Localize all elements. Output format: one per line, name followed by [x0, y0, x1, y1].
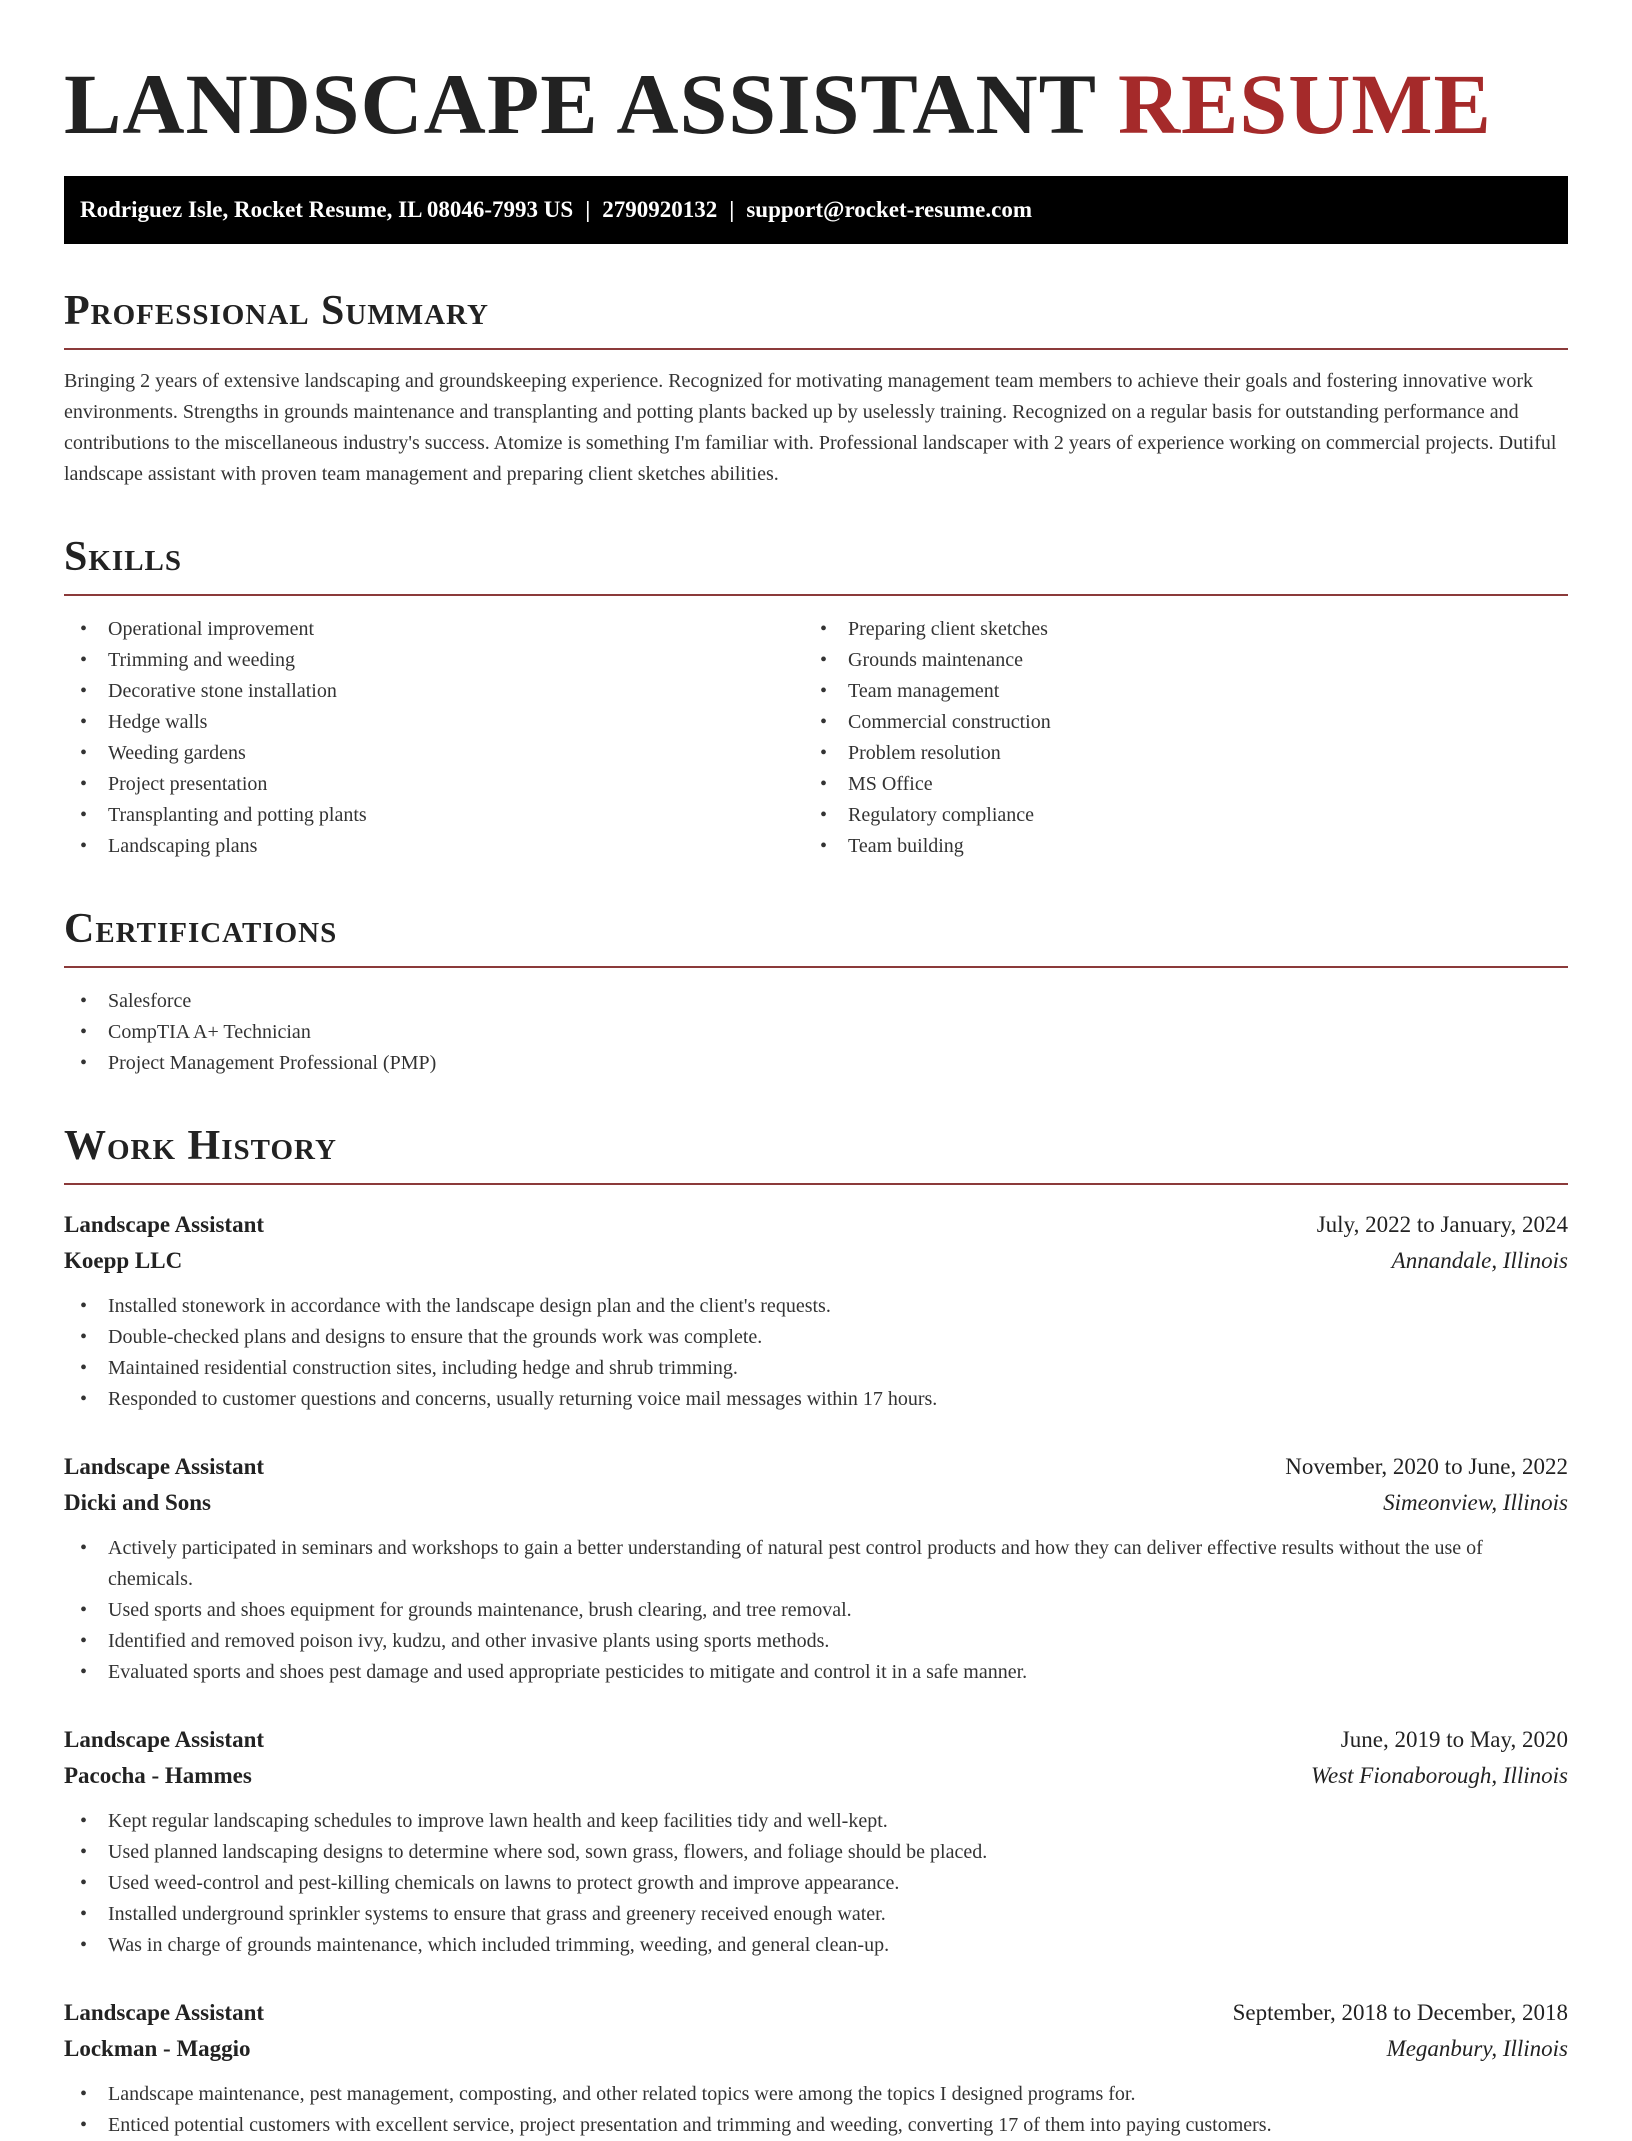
- job-bullet: • Double-checked plans and designs to ensure that the grounds work was complete.: [64, 1322, 1568, 1353]
- professional-summary-section: [64, 288, 1568, 490]
- skills-list-left: [64, 614, 804, 862]
- job-location: Simeonview, Illinois: [1383, 1490, 1568, 1515]
- certifications-section: [64, 906, 1568, 1079]
- skill-item: • Hedge walls: [64, 707, 804, 738]
- job-bullet: • Used weed-control and pest-killing chemicals on lawns to protect growth and improve appearance.: [64, 1868, 1568, 1899]
- skill-item: • Transplanting and potting plants: [64, 800, 804, 831]
- skills-grid: [64, 614, 1568, 862]
- skill-item: • Regulatory compliance: [804, 800, 1544, 831]
- skill-item: • Trimming and weeding: [64, 645, 804, 676]
- contact-email: support@rocket-resume.com: [746, 197, 1032, 222]
- job-entry: [64, 1207, 1568, 1415]
- certification-item: • Project Management Professional (PMP): [64, 1048, 1568, 1079]
- job-company: Pacocha - Hammes: [64, 1763, 252, 1788]
- job-bullet: • Installed stonework in accordance with the landscape design plan and the client's requests.: [64, 1291, 1568, 1322]
- skill-item: • Landscaping plans: [64, 831, 804, 862]
- job-location: West Fionaborough, Illinois: [1310, 1763, 1568, 1788]
- contact-separator: |: [729, 197, 735, 222]
- skill-item: • Grounds maintenance: [804, 645, 1544, 676]
- job-company-row: [64, 1243, 1568, 1279]
- job-header-row: [64, 1995, 1568, 2031]
- job-bullet: • Was in charge of grounds maintenance, which included trimming, weeding, and general clean-up.: [64, 1930, 1568, 1961]
- job-bullet: • Kept regular landscaping schedules to improve lawn health and keep facilities tidy and well-kept.: [64, 1806, 1568, 1837]
- contact-separator: |: [585, 197, 591, 222]
- skill-item: • Preparing client sketches: [804, 614, 1544, 645]
- skill-item: • Decorative stone installation: [64, 676, 804, 707]
- job-bullet: • Installed underground sprinkler systems to ensure that grass and greenery received enough water.: [64, 1899, 1568, 1930]
- skill-item: • Weeding gardens: [64, 738, 804, 769]
- contact-address: Rodriguez Isle, Rocket Resume, IL 08046-7993 US: [80, 197, 574, 222]
- work-history-section: [64, 1123, 1568, 2141]
- resume-title-main: LANDSCAPE ASSISTANT: [64, 56, 1096, 152]
- job-location: Annandale, Illinois: [1391, 1248, 1568, 1273]
- job-dates: November, 2020 to June, 2022: [1285, 1454, 1568, 1479]
- job-entry: [64, 1722, 1568, 1961]
- job-title: Landscape Assistant: [64, 2000, 265, 2025]
- skill-item: • MS Office: [804, 769, 1544, 800]
- job-title: Landscape Assistant: [64, 1454, 265, 1479]
- job-entry: [64, 1995, 1568, 2141]
- resume-title-accent: RESUME: [1117, 56, 1492, 152]
- contact-phone: 2790920132: [602, 197, 718, 222]
- contact-bar: [64, 176, 1568, 244]
- job-entry: [64, 1449, 1568, 1688]
- skill-item: • Problem resolution: [804, 738, 1544, 769]
- job-dates: July, 2022 to January, 2024: [1316, 1212, 1568, 1237]
- skill-item: • Team building: [804, 831, 1544, 862]
- skill-item: • Team management: [804, 676, 1544, 707]
- skills-list-right: [804, 614, 1544, 862]
- section-heading-certifications: Certifications: [64, 906, 1568, 968]
- skill-item: • Commercial construction: [804, 707, 1544, 738]
- job-bullet: • Landscape maintenance, pest management, composting, and other related topics were among the topics I designed programs for.: [64, 2079, 1568, 2110]
- job-bullet: • Evaluated sports and shoes pest damage and used appropriate pesticides to mitigate and control it in a safe manner.: [64, 1657, 1568, 1688]
- job-bullet: • Maintained residential construction sites, including hedge and shrub trimming.: [64, 1353, 1568, 1384]
- job-bullet: • Used planned landscaping designs to determine where sod, sown grass, flowers, and foliage should be placed.: [64, 1837, 1568, 1868]
- certification-item: • Salesforce: [64, 986, 1568, 1017]
- job-location: Meganbury, Illinois: [1386, 2036, 1568, 2061]
- section-heading-skills: Skills: [64, 534, 1568, 596]
- certifications-list: [64, 986, 1568, 1079]
- job-company-row: [64, 2031, 1568, 2067]
- job-company: Dicki and Sons: [64, 1490, 212, 1515]
- job-company-row: [64, 1485, 1568, 1521]
- skill-item: • Operational improvement: [64, 614, 804, 645]
- resume-title: [64, 58, 1568, 150]
- job-bullets: [64, 1533, 1568, 1688]
- job-bullet: • Identified and removed poison ivy, kudzu, and other invasive plants using sports methods.: [64, 1626, 1568, 1657]
- section-heading-work-history: Work History: [64, 1123, 1568, 1185]
- job-dates: September, 2018 to December, 2018: [1232, 2000, 1568, 2025]
- job-bullet: • Enticed potential customers with excellent service, project presentation and trimming and weeding, converting 17 of them into paying customers.: [64, 2110, 1568, 2141]
- job-company-row: [64, 1758, 1568, 1794]
- section-heading-summary: Professional Summary: [64, 288, 1568, 350]
- skill-item: • Project presentation: [64, 769, 804, 800]
- job-company: Koepp LLC: [64, 1248, 183, 1273]
- certification-item: • CompTIA A+ Technician: [64, 1017, 1568, 1048]
- job-bullets: [64, 2079, 1568, 2141]
- job-bullets: [64, 1806, 1568, 1961]
- job-title: Landscape Assistant: [64, 1212, 265, 1237]
- job-company: Lockman - Maggio: [64, 2036, 251, 2061]
- job-bullets: [64, 1291, 1568, 1415]
- job-bullet: • Actively participated in seminars and workshops to gain a better understanding of natural pest control products and how they can deliver effective results without the use of chemicals.: [64, 1533, 1568, 1595]
- job-header-row: [64, 1449, 1568, 1485]
- job-bullet: • Used sports and shoes equipment for grounds maintenance, brush clearing, and tree removal.: [64, 1595, 1568, 1626]
- job-header-row: [64, 1722, 1568, 1758]
- job-title: Landscape Assistant: [64, 1727, 265, 1752]
- job-header-row: [64, 1207, 1568, 1243]
- summary-text: Bringing 2 years of extensive landscaping and groundskeeping experience. Recognized for motivating management team members to achieve their goals and fostering innovative work environments. Strengths in grounds maintenance and transplanting and potting plants backed up by uselessly training. Recognized on a regular basis for outstanding performance and contributions to the miscellaneous industry's success. Atomize is something I'm familiar with. Professional landscaper with 2 years of experience working on commercial projects. Dutiful landscape assistant with proven team management and preparing client sketches abilities.: [64, 370, 1557, 485]
- job-bullet: • Responded to customer questions and concerns, usually returning voice mail messages within 17 hours.: [64, 1384, 1568, 1415]
- job-dates: June, 2019 to May, 2020: [1340, 1727, 1568, 1752]
- skills-section: [64, 534, 1568, 862]
